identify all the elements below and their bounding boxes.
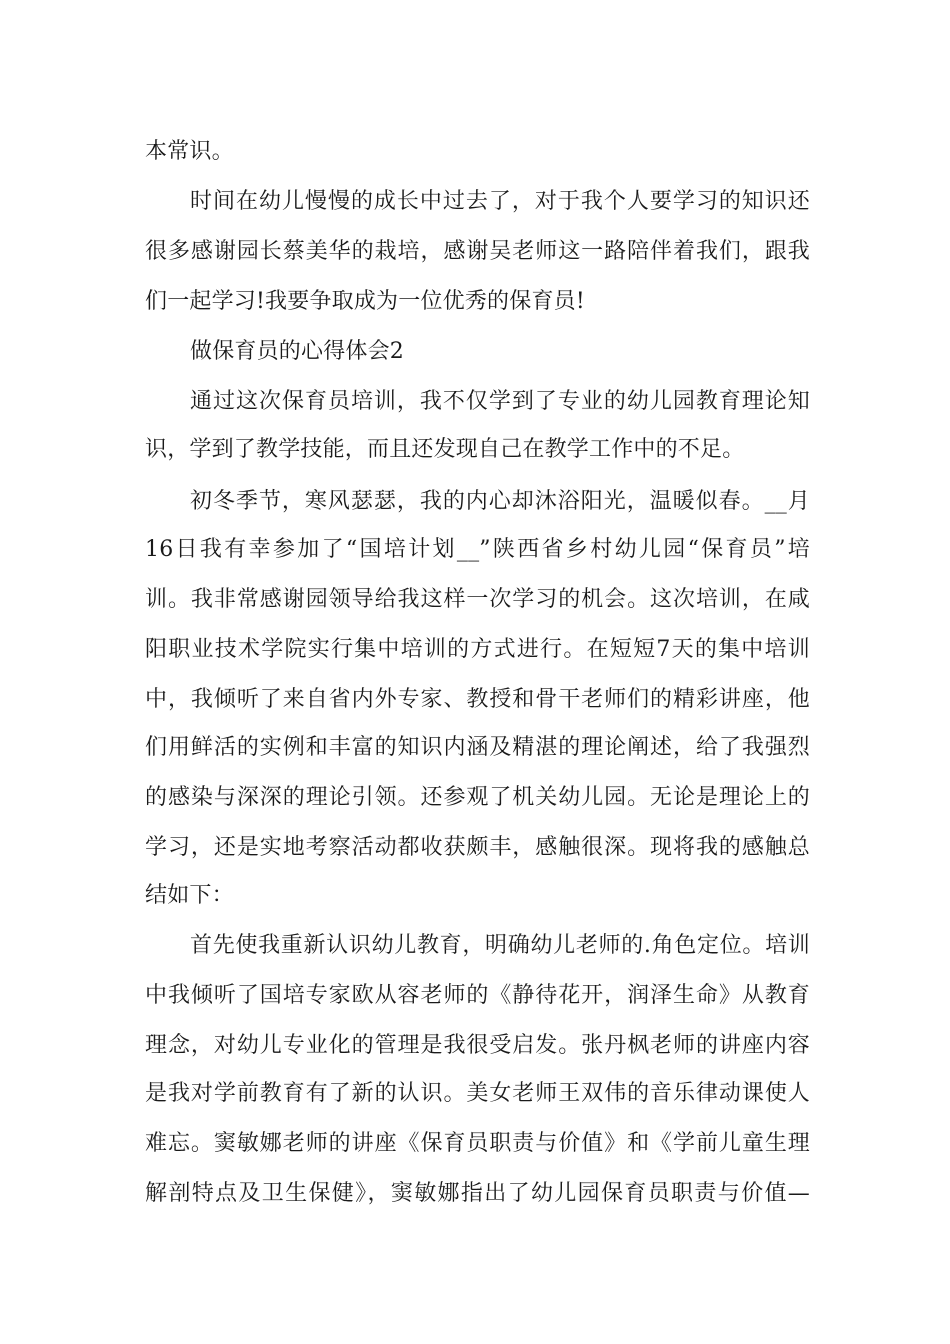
text-line: 初冬季节，寒风瑟瑟，我的内心却沐浴阳光，温暖似春。__月 [190, 489, 810, 514]
text-line: 16日我有幸参加了“国培计划__”陕西省乡村幼儿园“保育员”培 [145, 537, 810, 562]
text-line: 中，我倾听了来自省内外专家、教授和骨干老师们的精彩讲座，他 [145, 687, 810, 712]
text-line: 学习，还是实地考察活动都收获颇丰，感触很深。现将我的感触总 [145, 835, 810, 860]
text-line: 通过这次保育员培训，我不仅学到了专业的幼儿园教育理论知 [190, 389, 810, 414]
text-line: 识，学到了教学技能，而且还发现自己在教学工作中的不足。 [145, 437, 745, 462]
section-heading: 做保育员的心得体会2 [190, 339, 404, 364]
text-line: 是我对学前教育有了新的认识。美女老师王双伟的音乐律动课使人 [145, 1081, 810, 1106]
text-line: 结如下： [145, 883, 234, 908]
text-line: 时间在幼儿慢慢的成长中过去了，对于我个人要学习的知识还 [190, 189, 810, 214]
text-line: 本常识。 [145, 139, 234, 164]
text-line: 难忘。窦敏娜老师的讲座《保育员职责与价值》和《学前儿童生理 [145, 1131, 810, 1156]
text-line: 很多感谢园长蔡美华的栽培，感谢吴老师这一路陪伴着我们，跟我 [145, 239, 810, 264]
text-line: 阳职业技术学院实行集中培训的方式进行。在短短7天的集中培训 [145, 637, 810, 662]
text-line: 首先使我重新认识幼儿教育，明确幼儿老师的.角色定位。培训 [190, 933, 810, 958]
text-line: 理念，对幼儿专业化的管理是我很受启发。张丹枫老师的讲座内容 [145, 1033, 810, 1058]
text-line: 的感染与深深的理论引领。还参观了机关幼儿园。无论是理论上的 [145, 785, 810, 810]
text-line: 们用鲜活的实例和丰富的知识内涵及精湛的理论阐述，给了我强烈 [145, 735, 810, 760]
text-line: 中我倾听了国培专家欧从容老师的《静待花开，润泽生命》从教育 [145, 983, 810, 1008]
text-line: 训。我非常感谢园领导给我这样一次学习的机会。这次培训，在咸 [145, 587, 810, 612]
text-line: 解剖特点及卫生保健》，窦敏娜指出了幼儿园保育员职责与价值— [145, 1181, 810, 1206]
text-line: 们一起学习!我要争取成为一位优秀的保育员! [145, 289, 585, 314]
